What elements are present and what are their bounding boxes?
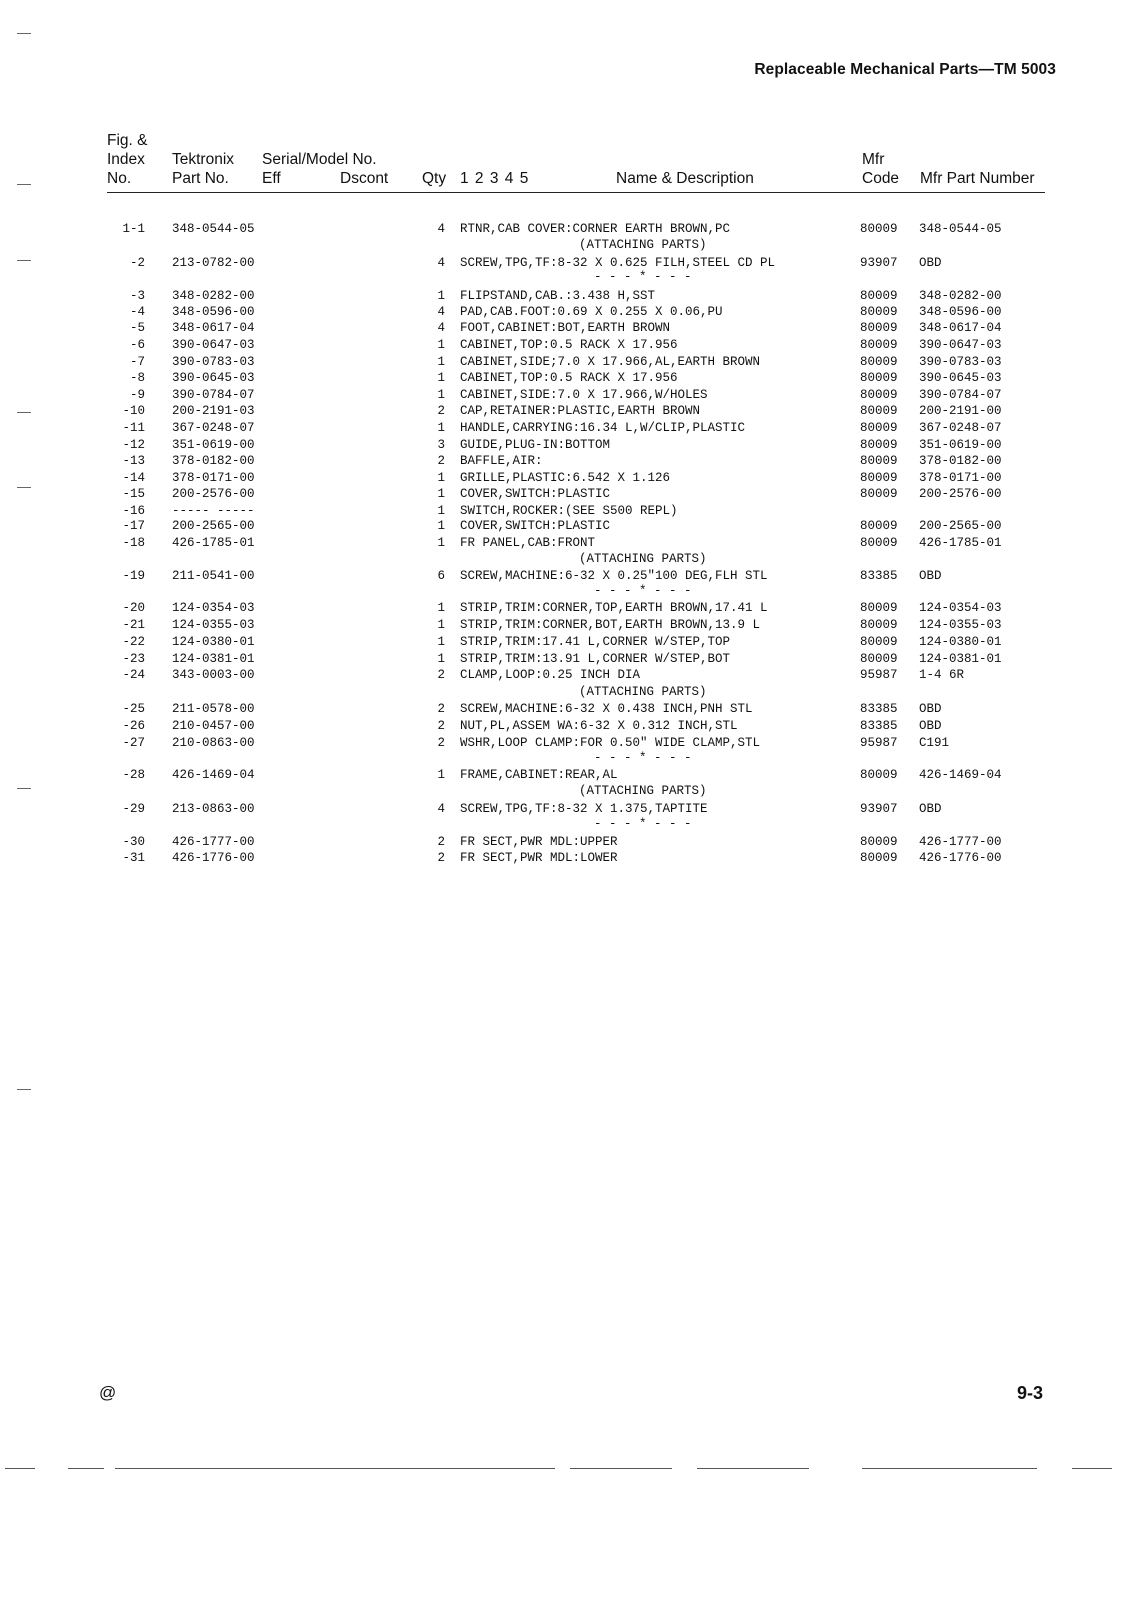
quantity-cell: 2 — [437, 736, 445, 750]
part-number-cell: 213-0782-00 — [172, 256, 255, 270]
quantity-cell: 4 — [437, 222, 445, 236]
description-cell: BAFFLE,AIR: — [460, 454, 543, 468]
quantity-cell: 2 — [437, 454, 445, 468]
description-cell: STRIP,TRIM:13.91 L,CORNER W/STEP,BOT — [460, 652, 731, 666]
description-cell: WSHR,LOOP CLAMP:FOR 0.50" WIDE CLAMP,STL — [460, 736, 761, 750]
part-number-cell: 348-0544-05 — [172, 222, 255, 236]
table-row — [0, 651, 1131, 668]
mfr-part-number-cell: 390-0783-03 — [919, 355, 1002, 369]
description-cell: COVER,SWITCH:PLASTIC — [460, 487, 611, 501]
col-fig-line3: No. — [107, 170, 132, 187]
quantity-cell: 1 — [437, 635, 445, 649]
mfr-code-cell: 80009 — [860, 421, 898, 435]
index-number-cell: -8 — [129, 371, 145, 385]
quantity-cell: 4 — [437, 321, 445, 335]
mfr-code-cell: 80009 — [860, 305, 898, 319]
mfr-code-cell: 95987 — [860, 736, 898, 750]
mfr-part-number-cell: 348-0596-00 — [919, 305, 1002, 319]
mfr-code-cell: 93907 — [860, 802, 898, 816]
end-attaching-marker: - - - * - - - — [594, 751, 692, 765]
quantity-cell: 2 — [437, 702, 445, 716]
index-number-cell: -11 — [122, 421, 145, 435]
part-number-cell: 390-0783-03 — [172, 355, 255, 369]
mfr-code-cell: 80009 — [860, 321, 898, 335]
part-number-cell: 426-1777-00 — [172, 835, 255, 849]
attaching-parts-note: (ATTACHING PARTS) — [579, 552, 707, 566]
table-row — [0, 320, 1131, 337]
mfr-part-number-cell: 390-0645-03 — [919, 371, 1002, 385]
mfr-part-number-cell: 426-1785-01 — [919, 536, 1002, 550]
description-cell: STRIP,TRIM:CORNER,TOP,EARTH BROWN,17.41 L — [460, 601, 768, 615]
page-number: 9-3 — [1016, 1383, 1043, 1403]
index-number-cell: -22 — [122, 635, 145, 649]
description-cell: GUIDE,PLUG-IN:BOTTOM — [460, 438, 611, 452]
col-qty: Qty — [422, 170, 447, 187]
end-attaching-marker: - - - * - - - — [594, 817, 692, 831]
table-row — [0, 437, 1131, 454]
mfr-part-number-cell: 378-0182-00 — [919, 454, 1002, 468]
mfr-code-cell: 80009 — [860, 338, 898, 352]
mfr-part-number-cell: 1-4 6R — [919, 668, 965, 682]
mfr-part-number-cell: 348-0544-05 — [919, 222, 1002, 236]
mfr-part-number-cell: 351-0619-00 — [919, 438, 1002, 452]
quantity-cell: 1 — [437, 355, 445, 369]
description-cell: CABINET,SIDE:7.0 X 17.966,W/HOLES — [460, 388, 708, 402]
mfr-part-number-cell: 124-0381-01 — [919, 652, 1002, 666]
index-number-cell: -7 — [129, 355, 145, 369]
mfr-part-number-cell: C191 — [919, 736, 950, 750]
quantity-cell: 1 — [437, 487, 445, 501]
col-part-line1: Tektronix — [172, 151, 235, 168]
mfr-part-number-cell: OBD — [919, 702, 942, 716]
mfr-code-cell: 95987 — [860, 668, 898, 682]
description-cell: CABINET,TOP:0.5 RACK X 17.956 — [460, 371, 678, 385]
index-number-cell: -12 — [122, 438, 145, 452]
quantity-cell: 1 — [437, 388, 445, 402]
quantity-cell: 1 — [437, 289, 445, 303]
part-number-cell: 426-1469-04 — [172, 768, 255, 782]
mfr-code-cell: 83385 — [860, 719, 898, 733]
table-row — [0, 701, 1131, 718]
end-attaching-marker: - - - * - - - — [594, 584, 692, 598]
quantity-cell: 1 — [437, 768, 445, 782]
end-attaching-marker: - - - * - - - — [594, 270, 692, 284]
table-row — [0, 600, 1131, 617]
quantity-cell: 1 — [437, 504, 445, 518]
index-number-cell: -3 — [129, 289, 145, 303]
part-number-cell: 390-0784-07 — [172, 388, 255, 402]
index-number-cell: -28 — [122, 768, 145, 782]
index-number-cell: -2 — [129, 256, 145, 270]
mfr-code-cell: 80009 — [860, 404, 898, 418]
mfr-code-cell: 80009 — [860, 487, 898, 501]
part-number-cell: ----- ----- — [172, 504, 255, 518]
table-row — [0, 718, 1131, 735]
col-mfr-code-line2: Code — [862, 170, 900, 187]
mfr-part-number-cell: 390-0784-07 — [919, 388, 1002, 402]
mfr-code-cell: 83385 — [860, 702, 898, 716]
col-mfr-code-line1: Mfr — [862, 151, 885, 168]
description-cell: SCREW,TPG,TF:8-32 X 1.375,TAPTITE — [460, 802, 708, 816]
table-row — [0, 568, 1131, 585]
index-number-cell: -10 — [122, 404, 145, 418]
description-cell: HANDLE,CARRYING:16.34 L,W/CLIP,PLASTIC — [460, 421, 746, 435]
col-fig-line2: Index — [107, 151, 145, 168]
col-fig-line1: Fig. & — [107, 132, 148, 149]
quantity-cell: 1 — [437, 338, 445, 352]
table-row — [0, 634, 1131, 651]
mfr-code-cell: 83385 — [860, 569, 898, 583]
description-cell: FR PANEL,CAB:FRONT — [460, 536, 596, 550]
mfr-part-number-cell: 200-2565-00 — [919, 519, 1002, 533]
description-cell: NUT,PL,ASSEM WA:6-32 X 0.312 INCH,STL — [460, 719, 738, 733]
mfr-part-number-cell: 426-1777-00 — [919, 835, 1002, 849]
table-row — [0, 403, 1131, 420]
description-cell: CABINET,TOP:0.5 RACK X 17.956 — [460, 338, 678, 352]
index-number-cell: -14 — [122, 471, 145, 485]
table-row — [0, 801, 1131, 818]
part-number-cell: 211-0541-00 — [172, 569, 255, 583]
index-number-cell: -24 — [122, 668, 145, 682]
mfr-part-number-cell: OBD — [919, 569, 942, 583]
mfr-code-cell: 80009 — [860, 454, 898, 468]
index-number-cell: -25 — [122, 702, 145, 716]
description-cell: FR SECT,PWR MDL:LOWER — [460, 851, 618, 865]
mfr-code-cell: 80009 — [860, 536, 898, 550]
description-cell: FR SECT,PWR MDL:UPPER — [460, 835, 618, 849]
table-row — [0, 255, 1131, 272]
attaching-parts-note: (ATTACHING PARTS) — [579, 784, 707, 798]
col-part-line2: Part No. — [172, 170, 229, 187]
part-number-cell: 211-0578-00 — [172, 702, 255, 716]
description-cell: PAD,CAB.FOOT:0.69 X 0.255 X 0.06,PU — [460, 305, 723, 319]
mfr-part-number-cell: 124-0380-01 — [919, 635, 1002, 649]
attaching-parts-note: (ATTACHING PARTS) — [579, 685, 707, 699]
quantity-cell: 1 — [437, 536, 445, 550]
index-number-cell: -30 — [122, 835, 145, 849]
col-eff: Eff — [262, 170, 281, 187]
part-number-cell: 124-0354-03 — [172, 601, 255, 615]
index-number-cell: -27 — [122, 736, 145, 750]
index-number-cell: -23 — [122, 652, 145, 666]
mfr-code-cell: 80009 — [860, 835, 898, 849]
part-number-cell: 390-0647-03 — [172, 338, 255, 352]
mfr-part-number-cell: OBD — [919, 802, 942, 816]
part-number-cell: 378-0182-00 — [172, 454, 255, 468]
mfr-part-number-cell: 348-0282-00 — [919, 289, 1002, 303]
mfr-code-cell: 80009 — [860, 635, 898, 649]
col-mfr-part-number: Mfr Part Number — [920, 170, 1035, 187]
index-number-cell: -13 — [122, 454, 145, 468]
quantity-cell: 2 — [437, 719, 445, 733]
index-number-cell: -9 — [129, 388, 145, 402]
mfr-part-number-cell: 200-2191-00 — [919, 404, 1002, 418]
mfr-part-number-cell: OBD — [919, 719, 942, 733]
col-serial: Serial/Model No. — [262, 151, 377, 168]
quantity-cell: 2 — [437, 851, 445, 865]
table-row — [0, 354, 1131, 371]
description-cell: STRIP,TRIM:17.41 L,CORNER W/STEP,TOP — [460, 635, 731, 649]
quantity-cell: 2 — [437, 668, 445, 682]
mfr-code-cell: 80009 — [860, 222, 898, 236]
description-cell: COVER,SWITCH:PLASTIC — [460, 519, 611, 533]
mfr-code-cell: 93907 — [860, 256, 898, 270]
index-number-cell: -18 — [122, 536, 145, 550]
mfr-part-number-cell: 124-0355-03 — [919, 618, 1002, 632]
mfr-part-number-cell: 124-0354-03 — [919, 601, 1002, 615]
description-cell: RTNR,CAB COVER:CORNER EARTH BROWN,PC — [460, 222, 731, 236]
mfr-part-number-cell: 378-0171-00 — [919, 471, 1002, 485]
quantity-cell: 6 — [437, 569, 445, 583]
mfr-part-number-cell: 426-1776-00 — [919, 851, 1002, 865]
table-row — [0, 370, 1131, 387]
part-number-cell: 210-0457-00 — [172, 719, 255, 733]
index-number-cell: -16 — [122, 504, 145, 518]
table-row — [0, 221, 1131, 238]
mfr-part-number-cell: 200-2576-00 — [919, 487, 1002, 501]
quantity-cell: 1 — [437, 471, 445, 485]
table-row — [0, 735, 1131, 752]
part-number-cell: 200-2576-00 — [172, 487, 255, 501]
part-number-cell: 378-0171-00 — [172, 471, 255, 485]
quantity-cell: 4 — [437, 802, 445, 816]
part-number-cell: 213-0863-00 — [172, 802, 255, 816]
part-number-cell: 343-0003-00 — [172, 668, 255, 682]
footer-symbol: @ — [99, 1383, 117, 1402]
table-row — [0, 767, 1131, 784]
description-cell: SWITCH,ROCKER:(SEE S500 REPL) — [460, 504, 678, 518]
index-number-cell: -21 — [122, 618, 145, 632]
quantity-cell: 1 — [437, 371, 445, 385]
table-row — [0, 337, 1131, 354]
mfr-code-cell: 80009 — [860, 388, 898, 402]
table-row — [0, 387, 1131, 404]
part-number-cell: 200-2565-00 — [172, 519, 255, 533]
col-dscont: Dscont — [340, 170, 389, 187]
part-number-cell: 426-1785-01 — [172, 536, 255, 550]
mfr-part-number-cell: 367-0248-07 — [919, 421, 1002, 435]
description-cell: SCREW,MACHINE:6-32 X 0.438 INCH,PNH STL — [460, 702, 753, 716]
attaching-parts-note: (ATTACHING PARTS) — [579, 238, 707, 252]
quantity-cell: 1 — [437, 601, 445, 615]
quantity-cell: 1 — [437, 519, 445, 533]
table-row — [0, 518, 1131, 535]
mfr-part-number-cell: 390-0647-03 — [919, 338, 1002, 352]
description-cell: CABINET,SIDE;7.0 X 17.966,AL,EARTH BROWN — [460, 355, 761, 369]
part-number-cell: 124-0380-01 — [172, 635, 255, 649]
part-number-cell: 348-0282-00 — [172, 289, 255, 303]
part-number-cell: 210-0863-00 — [172, 736, 255, 750]
description-cell: SCREW,MACHINE:6-32 X 0.25"100 DEG,FLH STL — [460, 569, 768, 583]
part-number-cell: 351-0619-00 — [172, 438, 255, 452]
part-number-cell: 348-0596-00 — [172, 305, 255, 319]
table-row — [0, 420, 1131, 437]
table-row — [0, 453, 1131, 470]
mfr-code-cell: 80009 — [860, 519, 898, 533]
index-number-cell: -29 — [122, 802, 145, 816]
part-number-cell: 124-0355-03 — [172, 618, 255, 632]
mfr-code-cell: 80009 — [860, 289, 898, 303]
mfr-code-cell: 80009 — [860, 471, 898, 485]
index-number-cell: -26 — [122, 719, 145, 733]
quantity-cell: 1 — [437, 618, 445, 632]
quantity-cell: 4 — [437, 256, 445, 270]
table-row — [0, 486, 1131, 503]
description-cell: FOOT,CABINET:BOT,EARTH BROWN — [460, 321, 671, 335]
quantity-cell: 3 — [437, 438, 445, 452]
index-number-cell: -17 — [122, 519, 145, 533]
index-number-cell: -20 — [122, 601, 145, 615]
mfr-code-cell: 80009 — [860, 768, 898, 782]
table-row — [0, 288, 1131, 305]
description-cell: STRIP,TRIM:CORNER,BOT,EARTH BROWN,13.9 L — [460, 618, 761, 632]
part-number-cell: 124-0381-01 — [172, 652, 255, 666]
index-number-cell: -15 — [122, 487, 145, 501]
description-cell: FLIPSTAND,CAB.:3.438 H,SST — [460, 289, 656, 303]
index-number-cell: 1-1 — [122, 222, 145, 236]
mfr-code-cell: 80009 — [860, 438, 898, 452]
table-row — [0, 304, 1131, 321]
mfr-code-cell: 80009 — [860, 652, 898, 666]
table-row — [0, 850, 1131, 867]
mfr-part-number-cell: 348-0617-04 — [919, 321, 1002, 335]
description-cell: CLAMP,LOOP:0.25 INCH DIA — [460, 668, 641, 682]
index-number-cell: -5 — [129, 321, 145, 335]
col-levels: 1 2 3 4 5 — [460, 170, 529, 187]
part-number-cell: 367-0248-07 — [172, 421, 255, 435]
mfr-code-cell: 80009 — [860, 601, 898, 615]
description-cell: GRILLE,PLASTIC:6.542 X 1.126 — [460, 471, 671, 485]
part-number-cell: 200-2191-03 — [172, 404, 255, 418]
mfr-code-cell: 80009 — [860, 618, 898, 632]
mfr-part-number-cell: 426-1469-04 — [919, 768, 1002, 782]
col-description: Name & Description — [616, 170, 754, 187]
quantity-cell: 4 — [437, 305, 445, 319]
index-number-cell: -19 — [122, 569, 145, 583]
index-number-cell: -31 — [122, 851, 145, 865]
index-number-cell: -6 — [129, 338, 145, 352]
header-rule — [107, 192, 1045, 193]
quantity-cell: 2 — [437, 835, 445, 849]
mfr-code-cell: 80009 — [860, 355, 898, 369]
quantity-cell: 2 — [437, 404, 445, 418]
description-cell: FRAME,CABINET:REAR,AL — [460, 768, 618, 782]
part-number-cell: 390-0645-03 — [172, 371, 255, 385]
mfr-code-cell: 80009 — [860, 371, 898, 385]
page-header-title: Replaceable Mechanical Parts—TM 5003 — [754, 61, 1056, 78]
mfr-part-number-cell: OBD — [919, 256, 942, 270]
quantity-cell: 1 — [437, 421, 445, 435]
table-row — [0, 834, 1131, 851]
description-cell: SCREW,TPG,TF:8-32 X 0.625 FILH,STEEL CD PL — [460, 256, 776, 270]
table-row — [0, 535, 1131, 552]
table-row — [0, 470, 1131, 487]
mfr-code-cell: 80009 — [860, 851, 898, 865]
quantity-cell: 1 — [437, 652, 445, 666]
part-number-cell: 426-1776-00 — [172, 851, 255, 865]
description-cell: CAP,RETAINER:PLASTIC,EARTH BROWN — [460, 404, 701, 418]
table-row — [0, 667, 1131, 684]
part-number-cell: 348-0617-04 — [172, 321, 255, 335]
index-number-cell: -4 — [129, 305, 145, 319]
table-row — [0, 617, 1131, 634]
